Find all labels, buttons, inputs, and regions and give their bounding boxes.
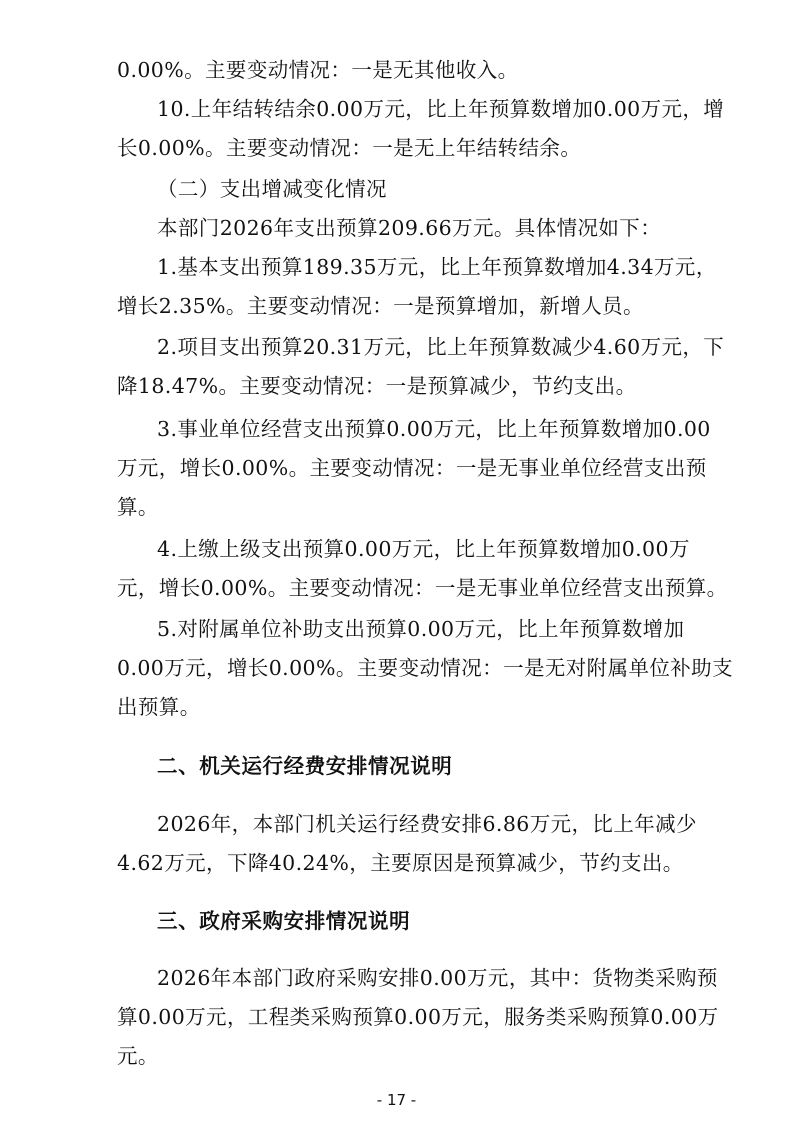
section-subheading: （二）支出增减变化情况 bbox=[157, 177, 387, 201]
paragraph-line: 出预算。 bbox=[117, 695, 201, 719]
paragraph-line: 2026年，本部门机关运行经费安排6.86万元，比上年减少 bbox=[157, 812, 697, 836]
paragraph-line: 5.对附属单位补助支出预算0.00万元，比上年预算数增加 bbox=[157, 617, 685, 641]
section-heading: 二、机关运行经费安排情况说明 bbox=[157, 754, 453, 778]
section-heading: 三、政府采购安排情况说明 bbox=[157, 909, 411, 933]
paragraph-line: 本部门2026年支出预算209.66万元。具体情况如下： bbox=[157, 216, 662, 240]
paragraph-line: 算0.00万元，工程类采购预算0.00万元，服务类采购预算0.00万 bbox=[117, 1005, 719, 1029]
paragraph-line: 算。 bbox=[117, 495, 159, 519]
paragraph-line: 0.00%。主要变动情况：一是无其他收入。 bbox=[117, 58, 519, 82]
paragraph-line: 2.项目支出预算20.31万元，比上年预算数减少4.60万元，下 bbox=[157, 335, 725, 359]
paragraph-line: 2026年本部门政府采购安排0.00万元，其中：货物类采购预 bbox=[157, 966, 718, 990]
paragraph-line: 10.上年结转结余0.00万元，比上年预算数增加0.00万元，增 bbox=[157, 97, 725, 121]
paragraph-line: 4.上缴上级支出预算0.00万元，比上年预算数增加0.00万 bbox=[157, 537, 690, 561]
paragraph-line: 1.基本支出预算189.35万元，比上年预算数增加4.34万元， bbox=[157, 255, 717, 279]
paragraph-line: 元，增长0.00%。主要变动情况：一是无事业单位经营支出预算。 bbox=[117, 576, 728, 600]
paragraph-line: 长0.00%。主要变动情况：一是无上年结转结余。 bbox=[117, 136, 582, 160]
paragraph-line: 4.62万元，下降40.24%，主要原因是预算减少，节约支出。 bbox=[117, 851, 684, 875]
page-number: - 17 - bbox=[376, 1091, 417, 1109]
paragraph-line: 0.00万元，增长0.00%。主要变动情况：一是无对附属单位补助支 bbox=[117, 656, 733, 680]
paragraph-line: 元。 bbox=[117, 1044, 159, 1068]
paragraph-line: 万元，增长0.00%。主要变动情况：一是无事业单位经营支出预 bbox=[117, 456, 707, 480]
paragraph-line: 3.事业单位经营支出预算0.00万元，比上年预算数增加0.00 bbox=[157, 417, 711, 441]
paragraph-line: 降18.47%。主要变动情况：一是预算减少，节约支出。 bbox=[117, 374, 637, 398]
paragraph-line: 增长2.35%。主要变动情况：一是预算增加，新增人员。 bbox=[117, 294, 644, 318]
